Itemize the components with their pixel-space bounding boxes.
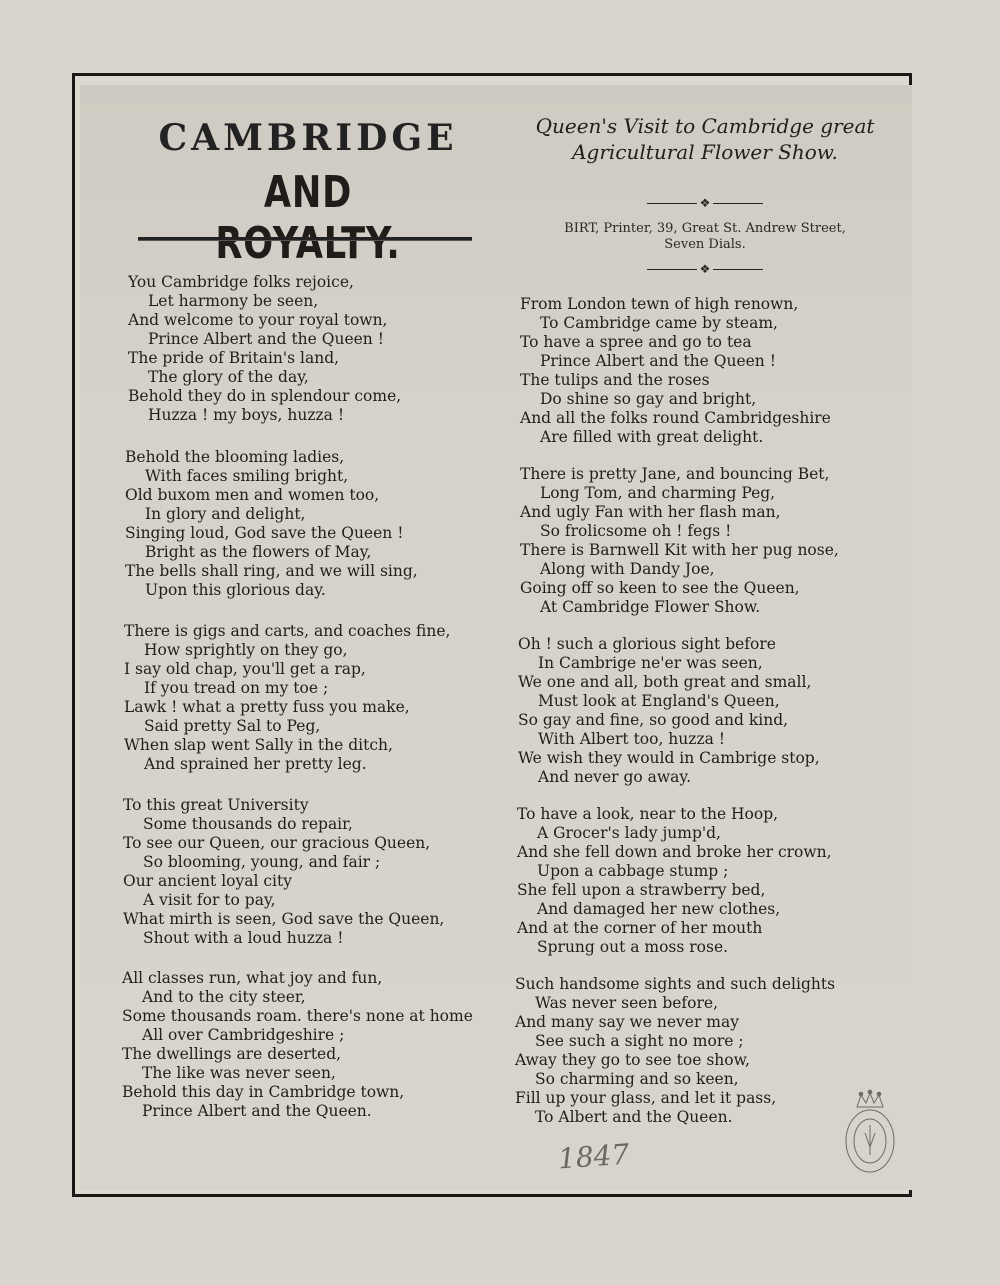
right-stanza-1 — [520, 295, 831, 447]
verse-line: When slap went Sally in the ditch, — [124, 736, 393, 754]
verse-line: To Cambridge came by steam, — [540, 314, 778, 332]
verse-line: In glory and delight, — [145, 505, 306, 523]
verse-line: We wish they would in Cambrige stop, — [518, 749, 820, 767]
verse-line: Prince Albert and the Queen. — [142, 1102, 372, 1120]
right-stanza-5 — [515, 975, 835, 1127]
verse-line: To Albert and the Queen. — [535, 1108, 733, 1126]
verse-line: And many say we never may — [515, 1013, 739, 1031]
verse-line: And all the folks round Cambridgeshire — [520, 409, 831, 427]
verse-line: Old buxom men and women too, — [125, 486, 380, 504]
verse-line: Along with Dandy Joe, — [540, 560, 715, 578]
left-stanza-4 — [123, 796, 444, 948]
verse-line: The tulips and the roses — [520, 371, 710, 389]
verse-line: Fill up your glass, and let it pass, — [515, 1089, 777, 1107]
printer-imprint — [520, 221, 890, 253]
verse-line: And damaged her new clothes, — [537, 900, 781, 918]
title-rule — [138, 237, 472, 241]
document-frame — [72, 73, 912, 1197]
verse-line: And to the city steer, — [142, 988, 306, 1006]
verse-line: Prince Albert and the Queen ! — [540, 352, 776, 370]
verse-line: The glory of the day, — [148, 368, 309, 386]
verse-line: From London tewn of high renown, — [520, 295, 799, 313]
verse-line: Away they go to see toe show, — [515, 1051, 750, 1069]
verse-line: To this great University — [123, 796, 309, 814]
ornament-divider-top — [640, 196, 770, 210]
verse-line: Behold this day in Cambridge town, — [122, 1083, 405, 1101]
verse-line: What mirth is seen, God save the Queen, — [123, 910, 445, 928]
broadside-sheet — [80, 85, 912, 1190]
verse-line: All classes run, what joy and fun, — [122, 969, 383, 987]
verse-line: All over Cambridgeshire ; — [142, 1026, 345, 1044]
left-stanza-5 — [122, 969, 473, 1121]
verse-line: With Albert too, huzza ! — [538, 730, 726, 748]
right-heading — [520, 113, 890, 165]
verse-line: A Grocer's lady jump'd, — [537, 824, 721, 842]
library-stamp-icon — [835, 1085, 905, 1185]
verse-line: And welcome to your royal town, — [128, 311, 388, 329]
verse-line: There is gigs and carts, and coaches fine, — [124, 622, 451, 640]
verse-line: Our ancient loyal city — [123, 872, 292, 890]
verse-line: To have a look, near to the Hoop, — [517, 805, 779, 823]
right-heading-line1: Queen's Visit to Cambridge great — [535, 114, 875, 138]
verse-line: With faces smiling bright, — [145, 467, 349, 485]
verse-line: The bells shall ring, and we will sing, — [125, 562, 418, 580]
verse-line: Some thousands roam. there's none at home — [122, 1007, 473, 1025]
verse-line: There is Barnwell Kit with her pug nose, — [520, 541, 839, 559]
verse-line: The like was never seen, — [142, 1064, 336, 1082]
verse-line: Sprung out a moss rose. — [537, 938, 729, 956]
verse-line: The dwellings are deserted, — [122, 1045, 342, 1063]
verse-line: The pride of Britain's land, — [128, 349, 340, 367]
verse-line: You Cambridge folks rejoice, — [128, 273, 354, 291]
verse-line: Singing loud, God save the Queen ! — [125, 524, 404, 542]
ornament-divider-bottom — [640, 262, 770, 276]
verse-line: And at the corner of her mouth — [517, 919, 763, 937]
title-cambridge: CAMBRIDGE — [158, 117, 458, 159]
verse-line: Behold the blooming ladies, — [125, 448, 345, 466]
verse-line: Some thousands do repair, — [143, 815, 353, 833]
title-and-royalty: AND ROYALTY. — [215, 167, 401, 269]
verse-line: Shout with a loud huzza ! — [143, 929, 344, 947]
printer-line2: Seven Dials. — [664, 237, 746, 252]
verse-line: She fell upon a strawberry bed, — [517, 881, 766, 899]
verse-line: And never go away. — [538, 768, 692, 786]
verse-line: Upon this glorious day. — [145, 581, 326, 599]
verse-line: How sprightly on they go, — [144, 641, 348, 659]
handwritten-year: 1847 — [556, 1137, 631, 1176]
right-stanza-2 — [520, 465, 839, 617]
verse-line: So charming and so keen, — [535, 1070, 739, 1088]
verse-line: Are filled with great delight. — [540, 428, 764, 446]
verse-line: And ugly Fan with her flash man, — [520, 503, 781, 521]
verse-line: Going off so keen to see the Queen, — [520, 579, 800, 597]
verse-line: In Cambrige ne'er was seen, — [538, 654, 763, 672]
right-stanza-4 — [517, 805, 832, 957]
verse-line: So blooming, young, and fair ; — [143, 853, 381, 871]
verse-line: Long Tom, and charming Peg, — [540, 484, 776, 502]
verse-line: I say old chap, you'll get a rap, — [124, 660, 366, 678]
verse-line: See such a sight no more ; — [535, 1032, 744, 1050]
verse-line: Lawk ! what a pretty fuss you make, — [124, 698, 410, 716]
verse-line: So frolicsome oh ! fegs ! — [540, 522, 732, 540]
verse-line: Said pretty Sal to Peg, — [144, 717, 321, 735]
verse-line: If you tread on my toe ; — [144, 679, 329, 697]
verse-line: We one and all, both great and small, — [518, 673, 812, 691]
verse-line: And she fell down and broke her crown, — [517, 843, 832, 861]
verse-line: Let harmony be seen, — [148, 292, 319, 310]
right-stanza-3 — [518, 635, 820, 787]
verse-line: Such handsome sights and such delights — [515, 975, 836, 993]
verse-line: So gay and fine, so good and kind, — [518, 711, 789, 729]
verse-line: At Cambridge Flower Show. — [540, 598, 761, 616]
verse-line: Bright as the flowers of May, — [145, 543, 372, 561]
left-stanza-2 — [125, 448, 418, 600]
verse-line: There is pretty Jane, and bouncing Bet, — [520, 465, 830, 483]
verse-line: Huzza ! my boys, huzza ! — [148, 406, 345, 424]
left-stanza-3 — [124, 622, 450, 774]
verse-line: Behold they do in splendour come, — [128, 387, 402, 405]
printer-line1: BIRT, Printer, 39, Great St. Andrew Street, — [564, 221, 846, 236]
verse-line: A visit for to pay, — [143, 891, 276, 909]
verse-line: Do shine so gay and bright, — [540, 390, 757, 408]
verse-line: Was never seen before, — [535, 994, 719, 1012]
ornament-icon: ❖ — [699, 262, 711, 276]
right-heading-line2: Agricultural Flower Show. — [572, 140, 838, 164]
verse-line: Must look at England's Queen, — [538, 692, 780, 710]
verse-line: Upon a cabbage stump ; — [537, 862, 729, 880]
left-stanza-1 — [128, 273, 401, 425]
verse-line: And sprained her pretty leg. — [144, 755, 367, 773]
verse-line: Prince Albert and the Queen ! — [148, 330, 384, 348]
verse-line: To have a spree and go to tea — [520, 333, 752, 351]
verse-line: Oh ! such a glorious sight before — [518, 635, 776, 653]
ornament-icon: ❖ — [699, 196, 711, 210]
verse-line: To see our Queen, our gracious Queen, — [123, 834, 431, 852]
